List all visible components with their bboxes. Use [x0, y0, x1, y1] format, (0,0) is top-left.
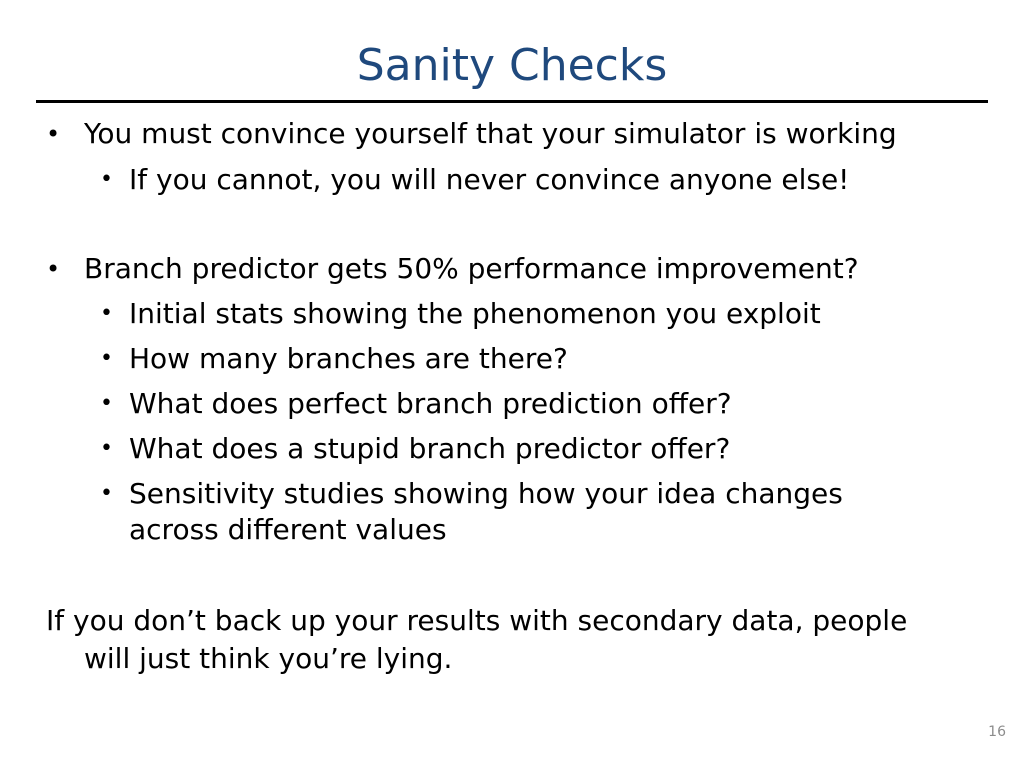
sub-bullet-text: Sensitivity studies showing how your idea changes — [129, 477, 843, 510]
page-number: 16 — [988, 724, 1006, 740]
bullet-glyph: • — [100, 436, 113, 461]
bullet-glyph: • — [100, 167, 113, 192]
bullet-glyph: • — [100, 391, 113, 416]
bullet-glyph: • — [46, 120, 61, 148]
sub-bullet-text: If you cannot, you will never convince anyone else! — [129, 163, 850, 196]
conclusion-text: will just think you’re lying. — [84, 642, 453, 675]
bullet-glyph: • — [100, 481, 113, 506]
bullet-text: Branch predictor gets 50% performance improvement? — [84, 252, 859, 285]
conclusion-text: If you don’t back up your results with secondary data, people — [46, 604, 908, 637]
sub-bullet-text: across different values — [129, 513, 447, 546]
title-divider — [36, 100, 988, 103]
slide-title: Sanity Checks — [356, 40, 668, 91]
sub-bullet-text: What does perfect branch prediction offer? — [129, 387, 732, 420]
sub-bullet-text: Initial stats showing the phenomenon you exploit — [129, 297, 821, 330]
bullet-text: You must convince yourself that your simulator is working — [84, 117, 897, 150]
bullet-glyph: • — [46, 255, 61, 283]
sub-bullet-text: What does a stupid branch predictor offer? — [129, 432, 731, 465]
sub-bullet-text: How many branches are there? — [129, 342, 568, 375]
bullet-glyph: • — [100, 346, 113, 371]
bullet-glyph: • — [100, 301, 113, 326]
